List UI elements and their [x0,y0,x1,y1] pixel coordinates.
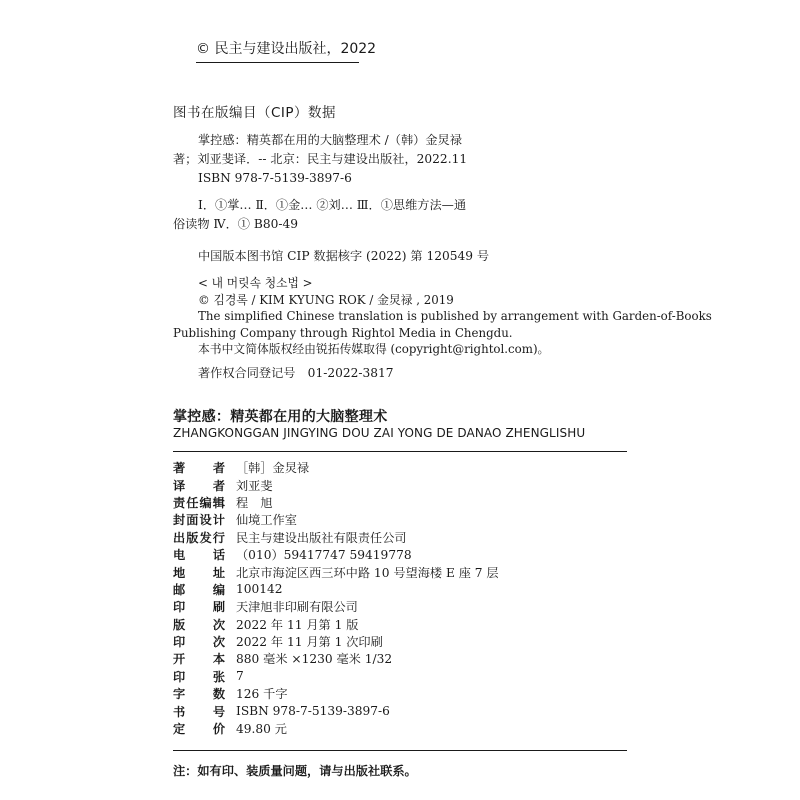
cip-classification [173,196,643,234]
detail-label-char: 印 [173,635,186,650]
detail-label-char: 开 [173,652,186,667]
cip-line: ISBN 978-7-5139-3897-6 [198,171,352,185]
detail-label-char: 号 [212,704,225,719]
detail-value: 程 旭 [236,495,273,510]
detail-label [173,459,225,476]
detail-value: 天津旭非印刷有限公司 [236,600,358,615]
detail-value: ［韩］金炅禄 [236,461,310,476]
detail-label [173,511,225,528]
detail-value: 2022 年 11 月第 1 次印刷 [236,635,383,650]
detail-row [173,616,627,633]
divider-top [173,451,627,452]
detail-row [173,581,627,598]
detail-label [173,685,225,702]
detail-value: 7 [236,669,244,684]
detail-label [173,494,225,511]
detail-value: （010）59417747 59419778 [236,548,412,563]
cip-heading: 图书在版编目（CIP）数据 [173,105,337,121]
detail-label [173,633,225,650]
detail-row [173,720,627,737]
detail-label-char: 译 [173,478,186,493]
detail-value: 880 毫米 ×1230 毫米 1/32 [236,652,393,667]
license-block [173,275,712,358]
original-copyright: © 김경록 / KIM KYUNG ROK / 金炅禄 , 2019 [198,292,454,307]
detail-label [173,598,225,615]
detail-label-char: 责 [173,495,186,510]
detail-row [173,633,627,650]
detail-row [173,511,627,528]
detail-label [173,703,225,720]
detail-label [173,668,225,685]
detail-row [173,459,627,476]
detail-label-char: 价 [212,722,225,737]
detail-value: 2022 年 11 月第 1 版 [236,617,359,632]
detail-label [173,720,225,737]
detail-label-char: 定 [173,722,186,737]
detail-label-char: 次 [212,617,225,632]
detail-label-char: 面 [186,513,199,528]
detail-label [173,564,225,581]
detail-label-char: 封 [173,513,186,528]
detail-label-char: 者 [212,461,225,476]
detail-row [173,529,627,546]
detail-label-char: 编 [199,495,212,510]
detail-row [173,546,627,563]
detail-label-char: 张 [212,669,225,684]
divider-bottom [173,750,627,751]
footnote: 注：如有印、装质量问题，请与出版社联系。 [173,764,417,778]
detail-label-char: 址 [212,565,225,580]
detail-label-char: 地 [173,565,186,580]
detail-label-char: 本 [212,652,225,667]
detail-row [173,494,627,511]
detail-label-char: 版 [186,530,199,545]
license-line: The simplified Chinese translation is published by arrangement with Garden-of-Books [198,309,712,323]
cip-line: 掌控感：精英都在用的大脑整理术 /（韩）金炅禄 [198,133,462,147]
detail-label-char: 话 [212,548,225,563]
cip-line: 著；刘亚斐译．-- 北京：民主与建设出版社，2022.11 [173,152,468,166]
detail-label-char: 邮 [173,582,186,597]
detail-row [173,650,627,667]
detail-value: 刘亚斐 [236,478,273,493]
detail-label-char: 次 [212,635,225,650]
detail-label-char: 设 [199,513,212,528]
detail-row [173,598,627,615]
license-line: 本书中文简体版权经由锐拓传媒取得 (copyright@rightol.com)。 [198,342,550,356]
detail-label [173,477,225,494]
cip-number: 中国版本图书馆 CIP 数据核字 (2022) 第 120549 号 [198,249,490,263]
detail-label [173,581,225,598]
detail-label [173,650,225,667]
detail-label-char: 著 [173,461,186,476]
detail-value: ISBN 978-7-5139-3897-6 [236,704,390,719]
detail-value: 仙境工作室 [236,513,297,528]
detail-label-char: 印 [173,669,186,684]
detail-label-char: 数 [212,687,225,702]
license-line: Publishing Company through Rightol Media in Chengdu. [173,325,513,340]
detail-label-char: 刷 [212,600,225,615]
copyright-notice: © 民主与建设出版社，2022 [196,41,377,57]
detail-label-char: 书 [173,704,186,719]
detail-label-char: 任 [186,495,199,510]
detail-row [173,685,627,702]
detail-label-char: 行 [212,530,225,545]
detail-row [173,563,627,580]
detail-value: 民主与建设出版社有限责任公司 [236,530,407,545]
detail-label [173,546,225,563]
detail-value: 126 千字 [236,687,288,702]
detail-label-char: 辑 [212,495,225,510]
detail-value: 100142 [236,582,283,597]
original-title: < 내 머릿속 청소법 > [198,276,313,290]
detail-label-char: 版 [173,617,186,632]
cip-entry [173,131,643,188]
detail-label [173,529,225,546]
detail-label-char: 出 [173,530,186,545]
contract-registration: 著作权合同登记号 01-2022-3817 [198,366,394,380]
detail-value: 49.80 元 [236,722,287,737]
detail-label-char: 字 [173,687,186,702]
book-title: 掌控感：精英都在用的大脑整理术 [173,409,388,425]
detail-label-char: 印 [173,600,186,615]
book-title-pinyin: ZHANGKONGGAN JINGYING DOU ZAI YONG DE DANAO ZHENGLISHU [173,426,586,440]
detail-label [173,616,225,633]
publication-details [173,459,627,737]
detail-label-char: 发 [199,530,212,545]
cip-line: 俗读物 Ⅳ．① B80-49 [173,217,298,231]
copyright-underline [196,62,359,63]
cip-line: Ⅰ．①掌… Ⅱ．①金… ②刘… Ⅲ．①思维方法—通 [198,198,467,212]
detail-row [173,476,627,493]
detail-label-char: 编 [212,582,225,597]
detail-label-char: 者 [212,478,225,493]
detail-label-char: 电 [173,548,186,563]
detail-row [173,668,627,685]
detail-row [173,702,627,719]
detail-value: 北京市海淀区西三环中路 10 号望海楼 E 座 7 层 [236,565,499,580]
detail-label-char: 计 [212,513,225,528]
